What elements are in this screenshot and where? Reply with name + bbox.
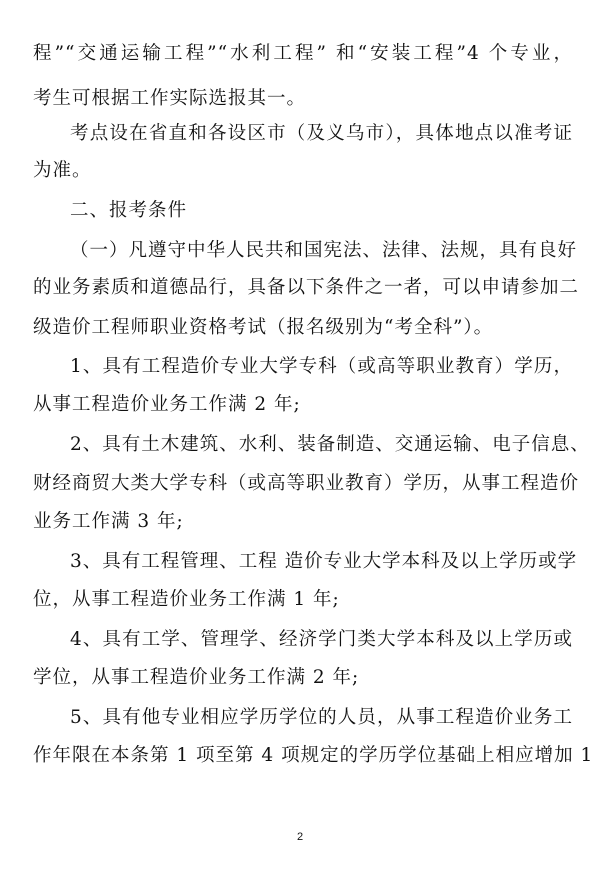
text-line-9: 1、具有工程造价专业大学专科（或高等职业教育）学历，	[70, 356, 573, 377]
page-number: 2	[296, 831, 304, 843]
text-line-7: 的业务素质和道德品行，具备以下条件之一者，可以申请参加二	[33, 277, 580, 298]
text-line-6: （一）凡遵守中华人民共和国宪法、法律、法规，具有良好	[70, 240, 578, 261]
text-line-17: 学位，从事工程造价业务工作满 2 年;	[33, 667, 360, 688]
text-line-19: 作年限在本条第 1 项至第 4 项规定的学历学位基础上相应增加 1	[33, 745, 594, 766]
text-line-2: 考生可根据工作实际选报其一。	[33, 88, 307, 109]
section-heading: 二、报考条件	[70, 200, 188, 221]
text-line-11: 2、具有土木建筑、水利、装备制造、交通运输、电子信息、	[70, 434, 590, 455]
text-line-18: 5、具有他专业相应学历学位的人员，从事工程造价业务工	[70, 707, 573, 728]
text-line-12: 财经商贸大类大学专科（或高等职业教育）学历，从事工程造价	[33, 473, 580, 494]
text-line-3: 考点设在省直和各设区市（及义乌市），具体地点以准考证	[70, 123, 573, 144]
text-line-15: 位，从事工程造价业务工作满 1 年;	[33, 589, 340, 610]
text-line-16: 4、具有工学、管理学、经济学门类大学本科及以上学历或	[70, 629, 573, 650]
text-line-1: 程”“交通运输工程”“水利工程” 和“安装工程”4 个专业，	[33, 43, 573, 64]
text-line-4: 为准。	[33, 160, 92, 181]
text-line-14: 3、具有工程管理、工程 造价专业大学本科及以上学历或学	[70, 551, 578, 572]
text-line-8: 级造价工程师职业资格考试（报名级别为“考全科”）。	[33, 317, 494, 338]
text-line-10: 从事工程造价业务工作满 2 年;	[33, 394, 301, 415]
text-line-13: 业务工作满 3 年;	[33, 511, 184, 532]
